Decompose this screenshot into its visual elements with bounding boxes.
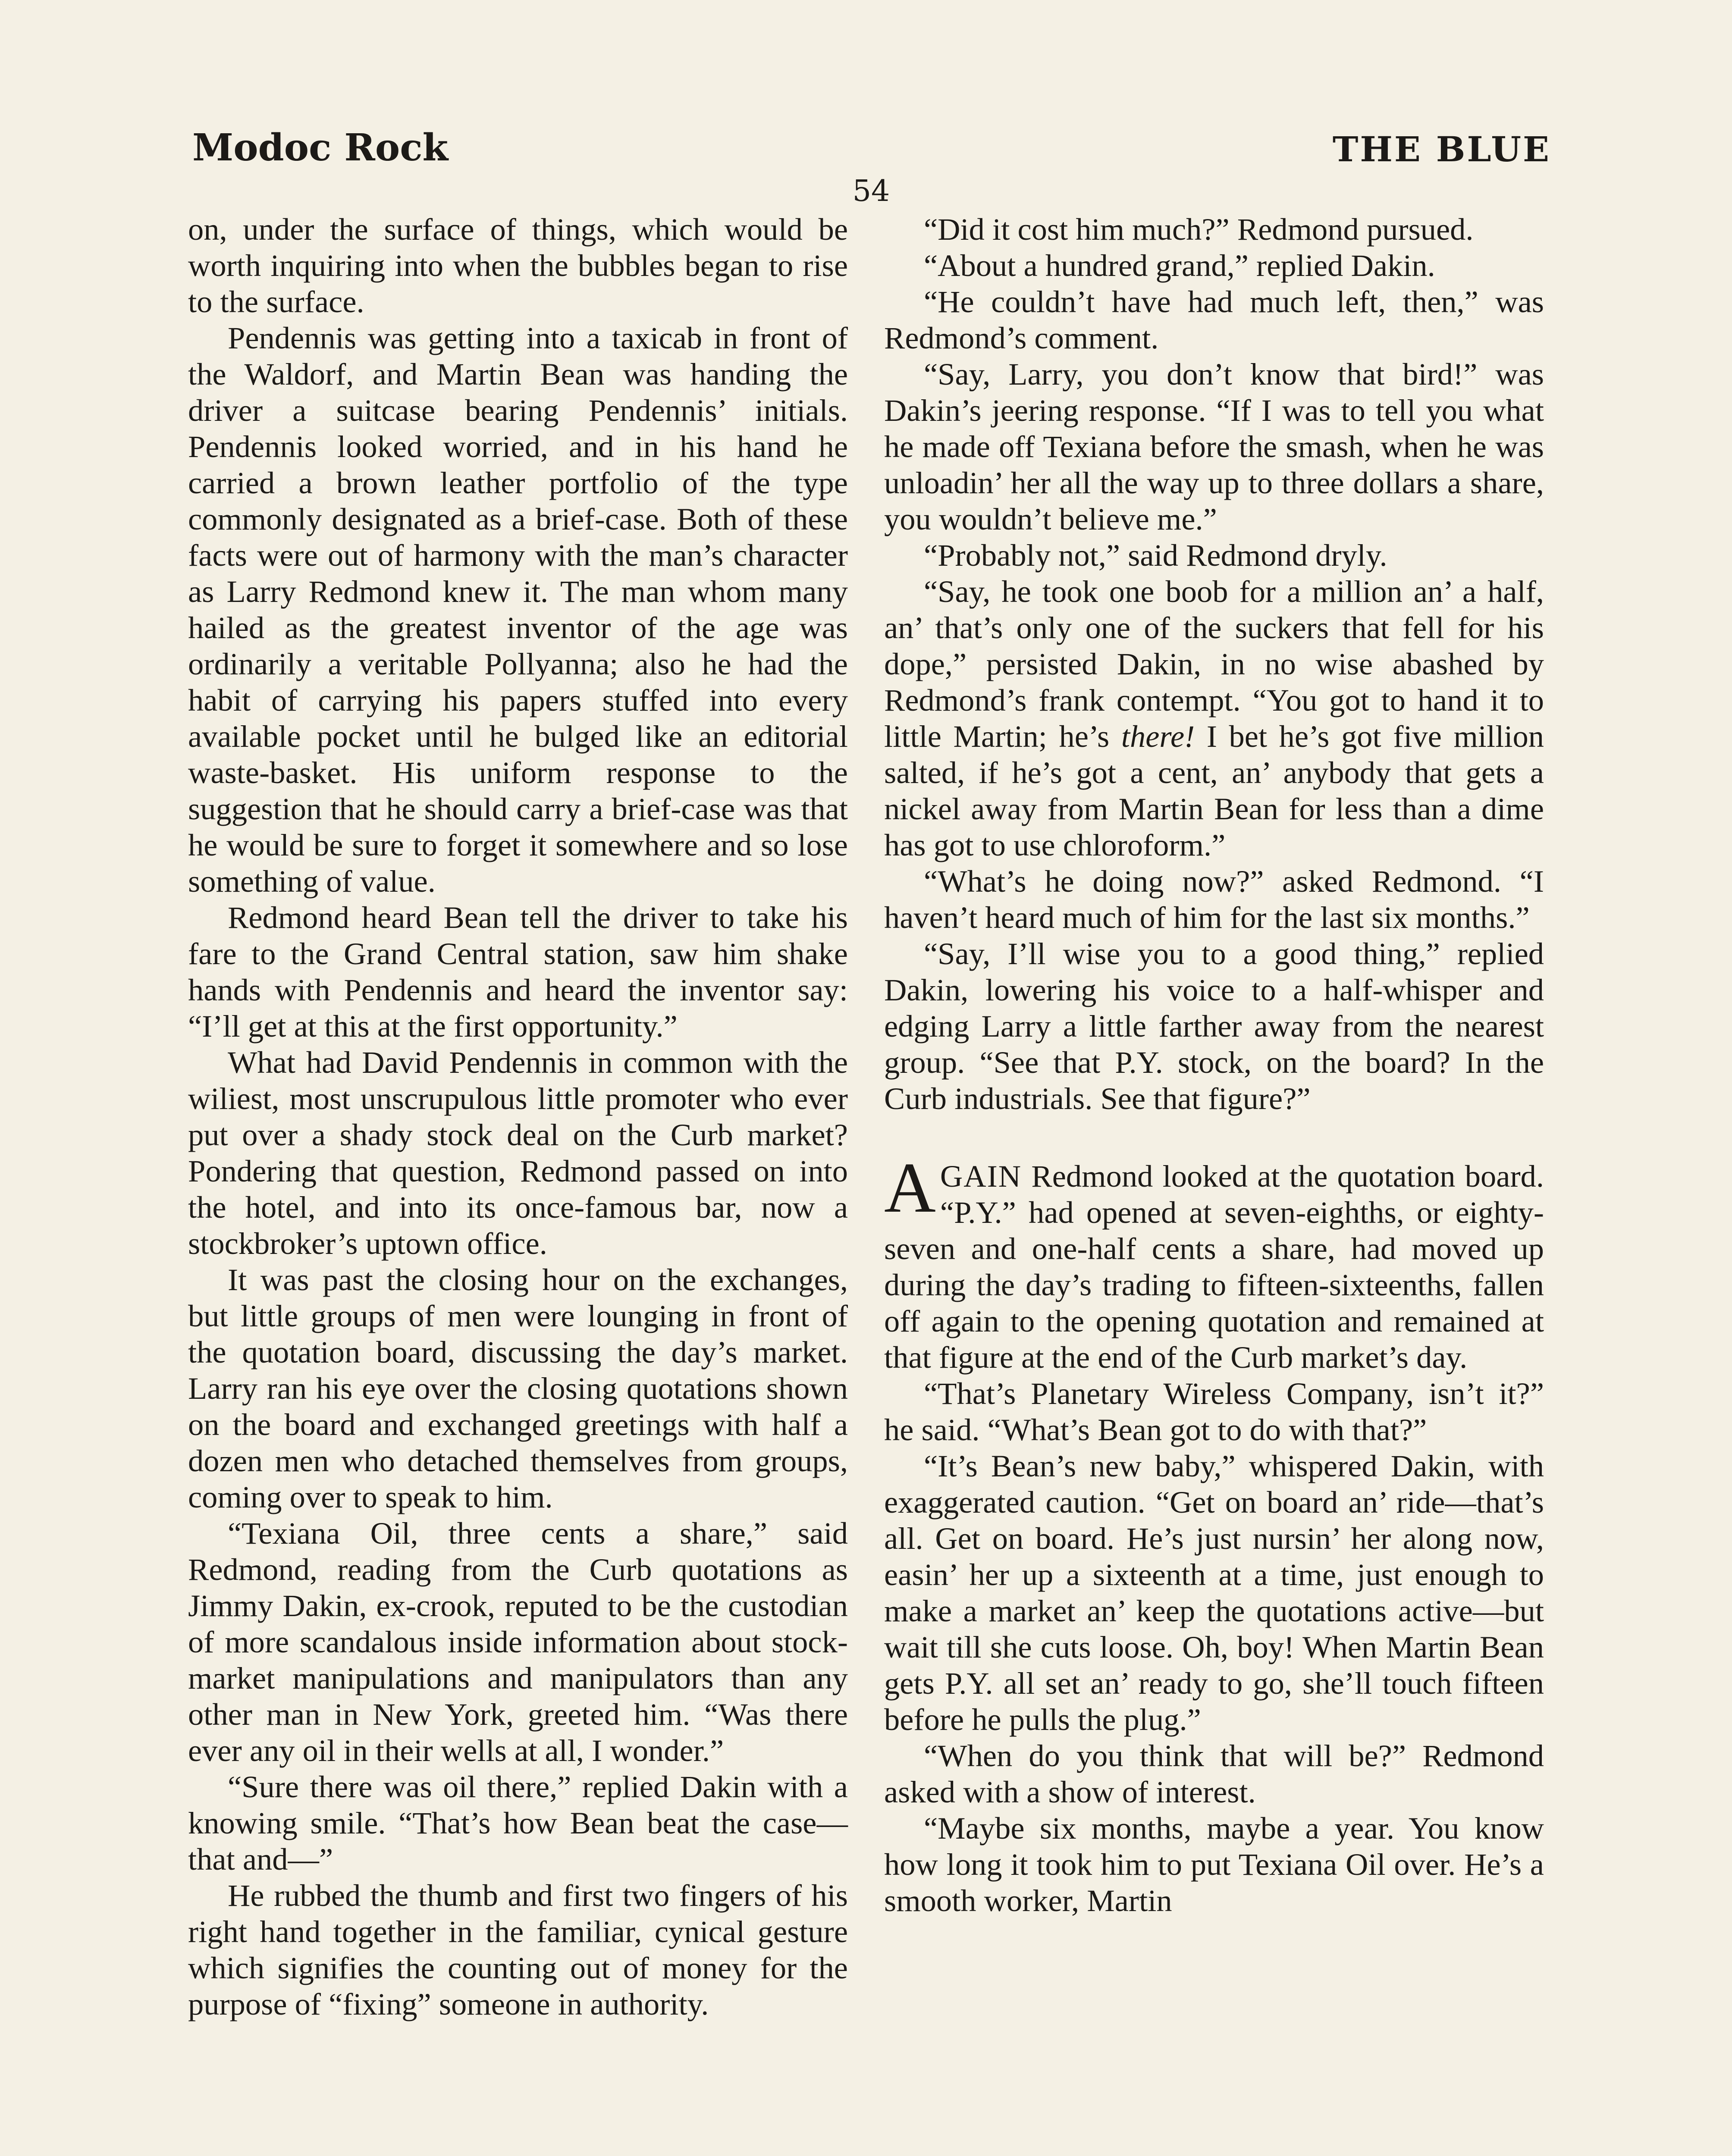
section-break [884,1117,1544,1158]
paragraph: “Did it cost him much?” Redmond pursued. [924,212,1474,247]
paragraph-text: “Say, he took one boob for a million an’ a half, an’ that’s only one of the suckers that fell for his dope,” persisted Dakin, in no wise abashed by Redmond’s frank contempt. “You got to hand it to little Martin; he’s [884,574,1544,754]
paragraph: Pendennis was getting into a taxicab in front of the Waldorf, and Martin Bean was handing the driver a suitcase bearing Pendennis’ initials. Pendennis looked worried, and in his hand he carried a brown leather portfolio of the type commonly designated as a brief-case. Both of these facts were out of harmony with the man’s character as Larry Redmond knew it. The man whom many hailed as the greatest inventor of the age was ordinarily a veritable Pollyanna; also he had the habit of carrying his papers stuffed into every available pocket until he bulged like an editorial waste-basket. His uniform response to the suggestion that he should carry a brief-case was that he would be sure to forget it somewhere and so lose something of value. [188,320,848,899]
left-text-column [188,211,848,2022]
paragraph: “What’s he doing now?” asked Redmond. “I haven’t heard much of him for the last six months.” [884,864,1544,935]
paragraph: Redmond heard Bean tell the driver to take his fare to the Grand Central station, saw him shake hands with Pendennis and heard the inventor say: “I’ll get at this at the first opportunity.” [188,900,848,1044]
paragraph: It was past the closing hour on the exchanges, but little groups of men were lounging in front of the quotation board, discussing the day’s market. Larry ran his eye over the closing quotations shown on the board and exchanged greetings with half a dozen men who detached themselves from groups, coming over to speak to him. [188,1262,848,1514]
page-number: 54 [852,174,890,208]
paragraph: “He couldn’t have had much left, then,” was Redmond’s comment. [884,284,1544,355]
paragraph: He rubbed the thumb and first two fingers of his right hand together in the familiar, cynical gesture which signifies the counting out of money for the purpose of “fixing” someone in authority. [188,1878,848,2021]
section-opening-paragraph [884,1148,1544,1376]
lead-word: GAIN [940,1159,1022,1194]
paragraph: “About a hundred grand,” replied Dakin. [924,248,1435,283]
paragraph: on, under the surface of things, which would be worth inquiring into when the bubbles began to rise to the surface. [188,212,848,319]
paragraph: “Texiana Oil, three cents a share,” said Redmond, reading from the Curb quotations as Jimmy Dakin, ex-crook, reputed to be the custodian of more scandalous inside information about stock-market manipulations and manipulators than any other man in New York, greeted him. “Was there ever any oil in their wells at all, I wonder.” [188,1516,848,1768]
right-text-column [884,211,1544,1919]
paragraph-text: Redmond looked at the quotation board. “P.Y.” had opened at seven-eighths, or eighty-seven and one-half cents a share, had moved up during the day’s trading to fifteen-sixteenths, fallen off again to the opening quotation and remained at that figure at the end of the Curb market’s day. [884,1159,1544,1375]
running-head-magazine-title: THE BLUE [1332,129,1551,169]
paragraph-text: I bet he’s got five million salted, if he’s got a cent, an’ anybody that gets a nickel away from Martin Bean for less than a dime has got to use chloroform.” [884,719,1544,862]
paragraph: “Probably not,” said Redmond dryly. [924,538,1387,573]
paragraph: “When do you think that will be?” Redmond asked with a show of interest. [884,1738,1544,1809]
paragraph: “That’s Planetary Wireless Company, isn’t it?” he said. “What’s Bean got to do with that?” [884,1376,1544,1447]
paragraph: What had David Pendennis in common with the wiliest, most unscrupulous little promoter who ever put over a shady stock deal on the Curb market? Pondering that question, Redmond passed on into the hotel, and into its once-famous bar, now a stockbroker’s uptown office. [188,1045,848,1261]
paragraph: “Sure there was oil there,” replied Dakin with a knowing smile. “That’s how Bean beat the case—that and—” [188,1769,848,1877]
running-head-story-title: Modoc Rock [192,126,449,169]
drop-cap: A [884,1148,936,1227]
paragraph [884,573,1544,863]
paragraph: “Maybe six months, maybe a year. You know how long it took him to put Texiana Oil over. He’s a smooth worker, Martin [884,1811,1544,1918]
italic-emphasis: there! [1121,719,1195,754]
paragraph: “Say, I’ll wise you to a good thing,” replied Dakin, lowering his voice to a half-whisper and edging Larry a little farther away from the nearest group. “See that P.Y. stock, on the board? In the Curb industrials. See that figure?” [884,936,1544,1116]
paragraph: “It’s Bean’s new baby,” whispered Dakin, with exaggerated caution. “Get on board an’ ride—that’s all. Get on board. He’s just nursin’ her along now, easin’ her up a sixteenth at a time, just enough to make a market an’ keep the quotations active—but wait till she cuts loose. Oh, boy! When Martin Bean gets P.Y. all set an’ ready to go, she’ll touch fifteen before he pulls the plug.” [884,1448,1544,1737]
paragraph: “Say, Larry, you don’t know that bird!” was Dakin’s jeering response. “If I was to tell you what he made off Texiana before the smash, when he was unloadin’ her all the way up to three dollars a share, you wouldn’t believe me.” [884,357,1544,536]
